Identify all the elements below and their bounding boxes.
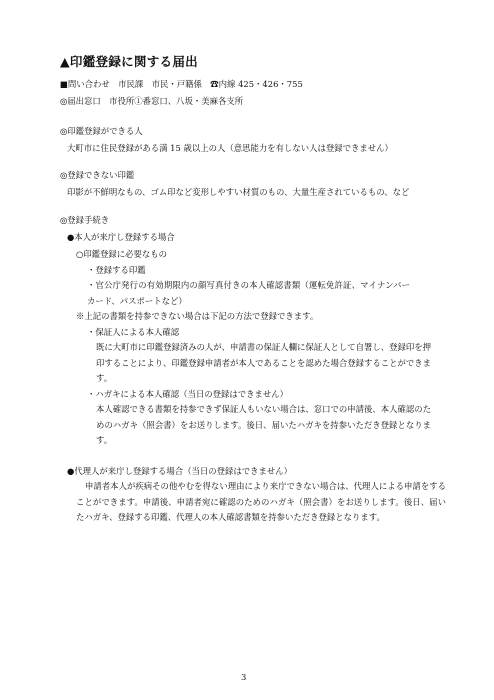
eligible-text: 大町市に住民登録がある満 15 歳以上の人（意思能力を有しない人は登録できません） <box>67 143 393 153</box>
guarantor-text: 既に大町市に印鑑登録済みの人が、申請書の保証人欄に保証人として自署し、登録印を押印することにより、印鑑登録申請者が本人であることを認めた場合登録することができます。 <box>96 342 431 384</box>
alternative-note: ※上記の書類を持参できない場合は下記の方法で登録できます。 <box>76 311 319 321</box>
page-title: ▲印鑑登録に関する届出 <box>60 54 198 69</box>
proxy-text: 申請者本人が疾病その他やむを得ない理由により来庁できない場合は、代理人による申請をすることができます。申請後、申請者宛に確認のためのハガキ（照会書）をお送りします。後日、届いたハガキ、登録する印鑑、代理人の本人確認書類を持参いただき登録となります。 <box>76 481 446 523</box>
ineligible-text: 印影が不鮮明なもの、ゴム印など変形しやすい材質のもの、大量生産されているもの、など <box>67 187 410 197</box>
required-item-seal: ・登録する印鑑 <box>87 265 146 275</box>
page-number: 3 <box>241 672 247 682</box>
counter-line: ◎届出窓口 市役所①番窓口、八坂・美麻各支所 <box>60 96 244 106</box>
proxy-heading: ●代理人が来庁し登録する場合（当日の登録はできません） <box>67 466 293 476</box>
eligible-heading: ◎印鑑登録ができる人 <box>60 126 143 136</box>
required-item-id: ・官公庁発行の有効期限内の顔写真付きの本人確認書類（運転免許証、マイナンバーカード、パスポートなど） <box>87 280 410 306</box>
required-items-heading: ○印鑑登録に必要なもの <box>76 249 168 259</box>
guarantor-heading: ・保証人による本人確認 <box>87 327 180 337</box>
self-registration-heading: ●本人が来庁し登録する場合 <box>67 232 175 242</box>
procedure-heading: ◎登録手続き <box>60 215 110 225</box>
postcard-heading: ・ハガキによる本人確認（当日の登録はできません） <box>87 389 288 399</box>
ineligible-heading: ◎登録できない印鑑 <box>60 170 135 180</box>
inquiry-line: ■問い合わせ 市民課 市民・戸籍係 ☎内線 425・426・755 <box>60 79 303 89</box>
postcard-text: 本人確認できる書類を持参できず保証人もいない場合は、窓口での申請後、本人確認のためのハガキ（照会書）をお送りします。後日、届いたハガキを持参いただき登録となります。 <box>96 404 431 446</box>
